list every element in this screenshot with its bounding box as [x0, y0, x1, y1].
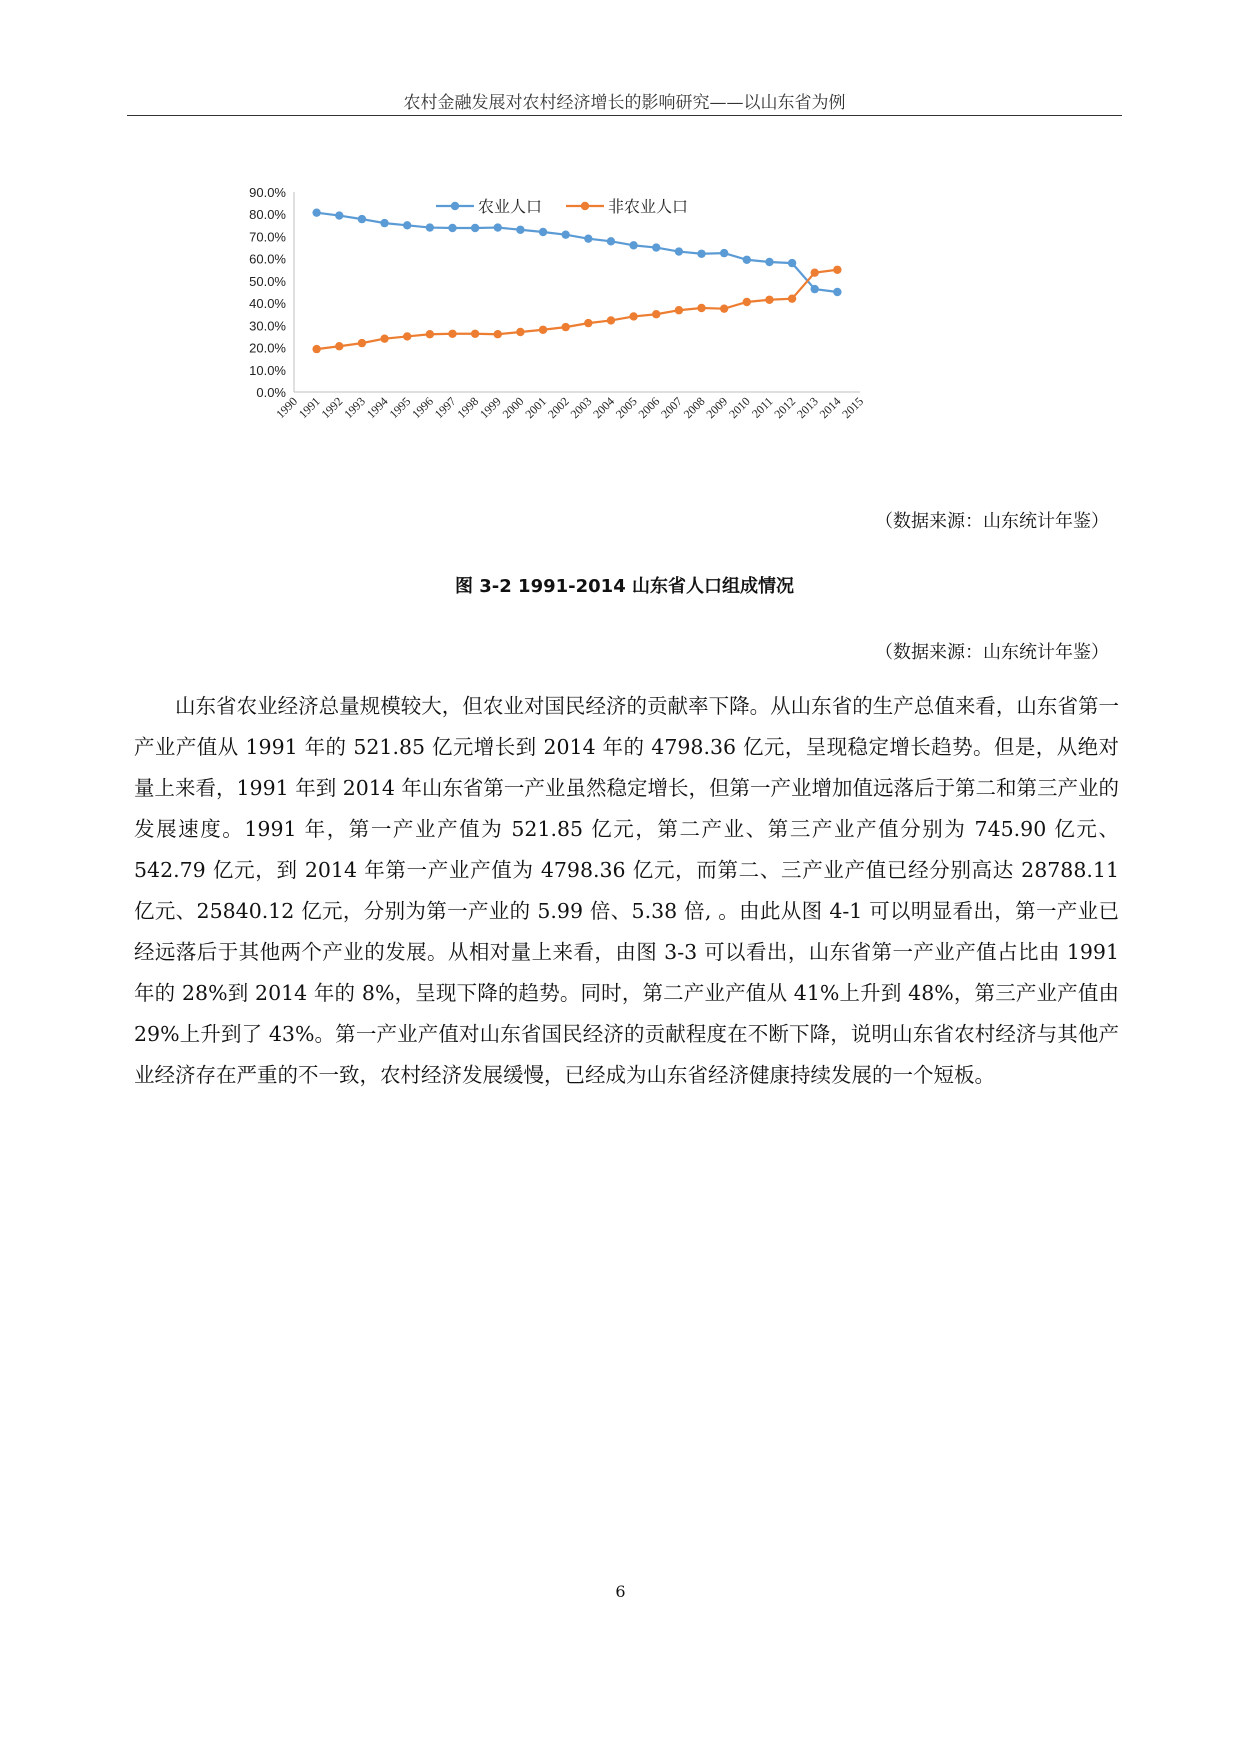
data-point-2: [358, 339, 366, 347]
legend-swatch-marker-2: [581, 202, 589, 210]
y-tick-label: 0.0%: [256, 385, 286, 400]
data-point-2: [516, 328, 524, 336]
x-tick-label: 2009: [703, 394, 731, 422]
data-point-1: [811, 285, 819, 293]
x-tick-label: 2008: [680, 394, 708, 422]
x-tick-label: 2010: [726, 394, 753, 422]
x-tick-label: 1997: [431, 394, 459, 422]
y-tick-label: 70.0%: [249, 229, 286, 245]
x-tick-label: 2012: [771, 394, 799, 422]
chart-svg: [248, 185, 988, 498]
x-tick-label: 2007: [658, 394, 686, 422]
data-point-1: [697, 250, 705, 258]
x-tick-label: 1998: [454, 394, 482, 422]
x-tick-label: 2015: [839, 394, 867, 422]
data-point-2: [448, 330, 456, 338]
x-tick-label: 1996: [409, 394, 436, 422]
x-tick-label: 2014: [816, 394, 844, 422]
header-rule: [127, 115, 1122, 116]
data-point-2: [539, 326, 547, 334]
x-tick-label: 2005: [612, 394, 640, 422]
figure-caption: 图 3-2 1991-2014 山东省人口组成情况: [455, 576, 794, 597]
data-point-1: [426, 223, 434, 231]
data-point-1: [516, 226, 524, 234]
data-point-1: [584, 234, 592, 242]
body-paragraph: 山东省农业经济总量规模较大，但农业对国民经济的贡献率下降。从山东省的生产总值来看，山东省第一产业产值从 1991 年的 521.85 亿元增长到 2014 年的 4798.36 亿元，呈现稳定增长趋势。但是，从绝对量上来看，1991 年到 2014 年山东省第一产业虽然稳定增长，但第一产业增加值远落后于第二和第三产业的发展速度。1991 年，第一产业产值为 521.85 亿元，第二产业、第三产业产值分别为 745.90 亿元、542.79 亿元，到 2014 年第一产业产值为 4798.36 亿元，而第二、三产业产值已经分别高达 28788.11 亿元、25840.12 亿元，分别为第一产业的 5.99 倍、5.38 倍, 。由此从图 4-1 可以明显看出，第一产业已经远落后于其他两个产业的发展。从相对量上来看，由图 3-3 可以看出，山东省第一产业产值占比由 1991 年的 28%到 2014 年的 8%，呈现下降的趋势。同时，第二产业产值从 41%上升到 48%，第三产业产值由 29%上升到了 43%。第一产业产值对山东省国民经济的贡献程度在不断下降，说明山东省农村经济与其他产业经济存在严重的不一致，农村经济发展缓慢，已经成为山东省经济健康持续发展的一个短板。: [134, 694, 1119, 1087]
body-source-note: （数据来源：山东统计年鉴）: [875, 642, 1109, 663]
y-tick-label: 80.0%: [249, 207, 286, 223]
data-point-1: [652, 243, 660, 251]
y-tick-label: 40.0%: [249, 296, 286, 312]
x-tick-label: 2003: [567, 394, 595, 422]
data-point-2: [380, 334, 388, 342]
x-tick-label: 2002: [544, 394, 572, 422]
y-tick-label: 60.0%: [249, 251, 286, 267]
data-point-1: [312, 208, 320, 216]
series-line-2: [317, 270, 838, 349]
x-tick-label: 2004: [590, 394, 618, 422]
data-point-2: [675, 306, 683, 314]
data-point-2: [765, 296, 773, 304]
data-point-1: [448, 224, 456, 232]
y-tick-label: 20.0%: [249, 340, 286, 356]
data-point-2: [720, 304, 728, 312]
data-point-1: [675, 247, 683, 255]
x-tick-label: 2000: [499, 394, 527, 422]
legend-label-1: 农业人口: [478, 197, 543, 216]
legend-swatch-marker-1: [451, 202, 459, 210]
page-number: 6: [615, 1582, 626, 1601]
data-point-2: [652, 310, 660, 318]
data-point-2: [471, 330, 479, 338]
data-point-1: [720, 249, 728, 257]
data-point-1: [833, 288, 841, 296]
x-tick-label: 1994: [363, 394, 391, 422]
data-point-2: [403, 332, 411, 340]
data-point-1: [471, 224, 479, 232]
data-point-2: [561, 323, 569, 331]
series-line-1: [317, 213, 838, 292]
running-header: 农村金融发展对农村经济增长的影响研究——以山东省为例: [403, 93, 846, 113]
x-tick-label: 1992: [318, 394, 346, 422]
y-tick-label: 90.0%: [249, 185, 286, 200]
data-point-1: [358, 215, 366, 223]
x-tick-label: 2011: [749, 394, 776, 421]
data-point-1: [607, 237, 615, 245]
data-point-1: [765, 258, 773, 266]
data-point-1: [335, 211, 343, 219]
data-point-2: [629, 312, 637, 320]
y-tick-label: 10.0%: [249, 362, 286, 378]
data-point-2: [426, 330, 434, 338]
data-point-2: [584, 319, 592, 327]
data-point-1: [380, 219, 388, 227]
x-tick-label: 2013: [793, 394, 821, 422]
data-point-1: [561, 230, 569, 238]
x-tick-label: 1993: [341, 394, 369, 422]
x-tick-label: 1991: [295, 394, 323, 422]
legend-label-2: 非农业人口: [608, 197, 689, 216]
data-point-2: [788, 294, 796, 302]
x-tick-label: 1999: [477, 394, 504, 422]
figure-source-note: （数据来源：山东统计年鉴）: [875, 511, 1109, 532]
x-tick-label: 1990: [273, 394, 301, 422]
data-point-2: [335, 342, 343, 350]
data-point-2: [743, 298, 751, 306]
data-point-1: [403, 221, 411, 229]
x-tick-label: 1995: [386, 394, 414, 422]
data-point-2: [833, 266, 841, 274]
data-point-2: [312, 345, 320, 353]
data-point-1: [788, 259, 796, 267]
data-point-1: [539, 228, 547, 236]
data-point-1: [494, 223, 502, 231]
x-tick-label: 2006: [635, 394, 663, 422]
data-point-2: [697, 304, 705, 312]
data-point-2: [607, 316, 615, 324]
data-point-1: [743, 256, 751, 264]
data-point-1: [629, 241, 637, 249]
body-text: [134, 686, 1119, 1096]
x-tick-label: 2001: [522, 394, 550, 422]
data-point-2: [811, 268, 819, 276]
y-tick-label: 50.0%: [249, 273, 286, 289]
y-tick-label: 30.0%: [249, 318, 286, 334]
data-point-2: [494, 330, 502, 338]
population-chart: [248, 185, 988, 498]
